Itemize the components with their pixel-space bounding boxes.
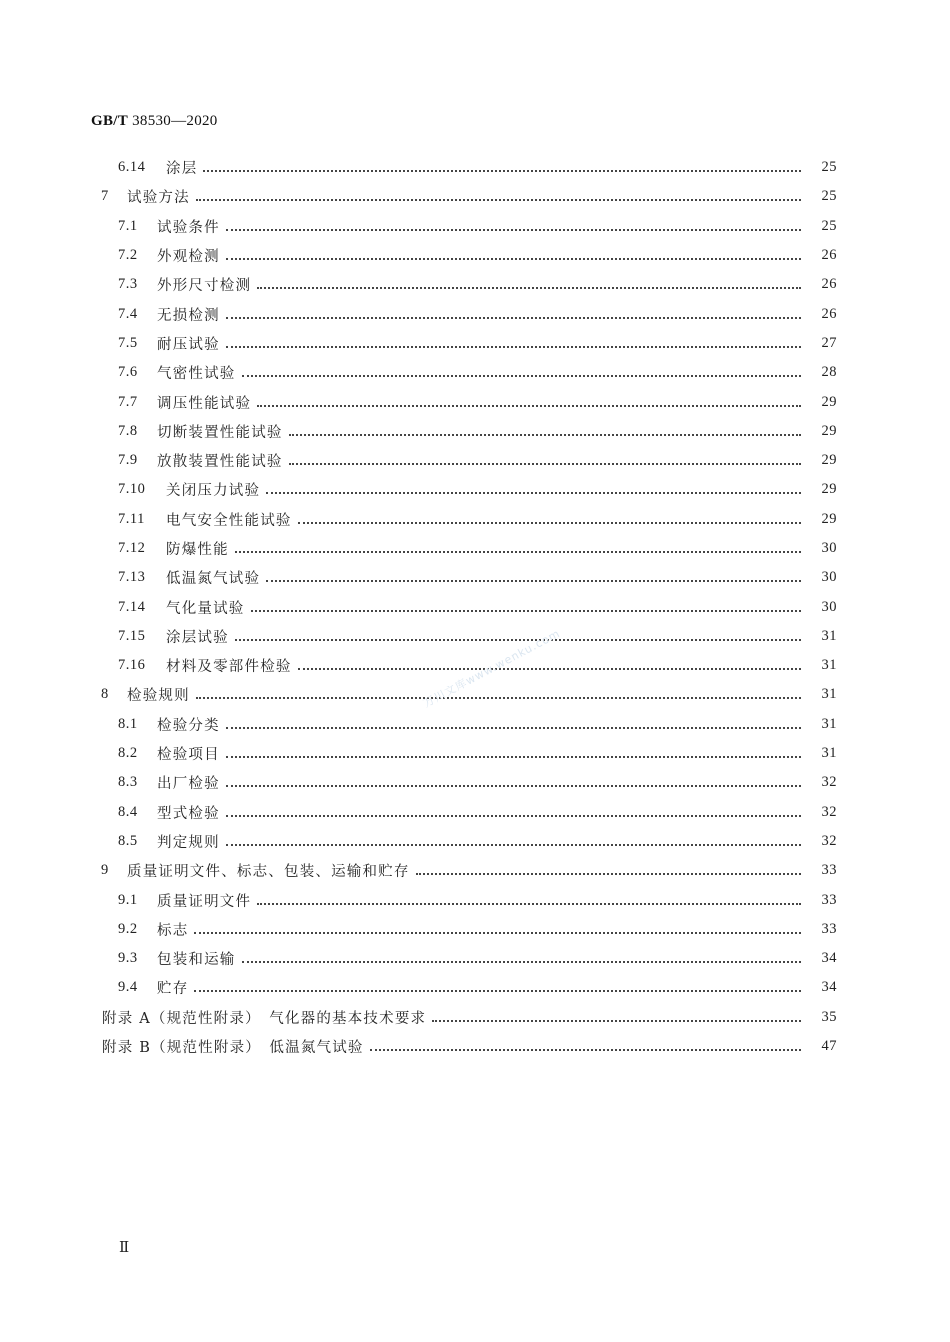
toc-entry-number: 7.2: [118, 247, 138, 264]
toc-entry-label: [118, 655, 294, 676]
toc-dot-leader: [266, 579, 801, 582]
toc-entry-number: 7.12: [118, 540, 146, 556]
toc-entry-page: 34: [821, 979, 837, 996]
toc-entry-page: 31: [821, 657, 837, 674]
toc-entry[interactable]: [0, 710, 950, 739]
toc-entry-page: 30: [821, 569, 837, 586]
toc-entry[interactable]: [0, 856, 950, 885]
toc-dot-leader: [226, 316, 801, 319]
toc-entry-label: [118, 831, 222, 852]
toc-entry[interactable]: [0, 446, 950, 475]
toc-entry[interactable]: [0, 768, 950, 797]
standard-code: [91, 113, 218, 130]
toc-entry[interactable]: [0, 329, 950, 358]
toc-entry[interactable]: [0, 827, 950, 856]
toc-entry-page: 31: [821, 715, 837, 732]
toc-entry[interactable]: [0, 153, 950, 182]
toc-entry[interactable]: [0, 534, 950, 563]
toc-dot-leader: [226, 726, 801, 729]
toc-entry-page: 25: [821, 159, 837, 176]
toc-entry[interactable]: [0, 270, 950, 299]
toc-entry-page: 33: [821, 920, 837, 937]
table-of-contents: [0, 153, 950, 1061]
toc-entry-number: 7.14: [118, 598, 146, 615]
toc-entry-number: 7: [101, 188, 109, 205]
toc-entry-number: 7.16: [118, 657, 146, 674]
toc-dot-leader: [251, 609, 802, 612]
toc-entry-label: [118, 362, 238, 383]
toc-dot-leader: [289, 462, 801, 465]
toc-dot-leader: [289, 433, 801, 436]
toc-entry-label: [118, 567, 262, 588]
toc-dot-leader: [266, 491, 801, 494]
toc-entry-page: 29: [821, 510, 837, 527]
toc-entry-title: 气密性试验: [157, 366, 236, 383]
toc-entry-number: 7.4: [118, 305, 138, 322]
toc-entry-label: [101, 186, 192, 207]
toc-entry-title: 包装和运输: [157, 952, 236, 969]
toc-entry-number: 9.2: [118, 920, 138, 937]
toc-entry-number: 8.1: [118, 715, 138, 732]
toc-entry-label: [118, 538, 231, 559]
toc-entry-title: 附录 B（规范性附录） 低温氮气试验: [102, 1040, 364, 1057]
toc-dot-leader: [203, 169, 801, 172]
toc-entry-label: [118, 421, 285, 442]
toc-entry-label: [101, 684, 192, 705]
toc-entry-number: 7.1: [118, 217, 138, 234]
toc-dot-leader: [226, 784, 801, 787]
toc-entry-page: 33: [821, 891, 837, 908]
toc-entry[interactable]: [0, 944, 950, 973]
toc-dot-leader: [235, 550, 801, 553]
toc-entry-title: 出厂检验: [157, 776, 220, 793]
toc-entry[interactable]: [0, 475, 950, 504]
toc-entry[interactable]: [0, 417, 950, 446]
toc-entry-page: 29: [821, 481, 837, 498]
toc-entry-page: 25: [821, 217, 837, 234]
toc-dot-leader: [370, 1048, 801, 1051]
toc-entry-label: [102, 1036, 366, 1057]
toc-dot-leader: [235, 638, 801, 641]
toc-dot-leader: [432, 1019, 801, 1022]
toc-entry-number: 7.6: [118, 364, 138, 381]
toc-entry-number: 7.3: [118, 276, 138, 293]
toc-entry[interactable]: [0, 299, 950, 328]
toc-entry-label: [118, 216, 222, 237]
toc-entry[interactable]: [0, 387, 950, 416]
toc-entry[interactable]: [0, 622, 950, 651]
toc-entry-number: 8.4: [118, 803, 138, 820]
toc-entry-number: 8.5: [118, 832, 138, 849]
toc-entry-number: 7.10: [118, 481, 146, 498]
toc-entry-page: 28: [821, 364, 837, 381]
toc-entry-label: [118, 714, 222, 735]
toc-entry-title: 外观检测: [157, 249, 220, 266]
toc-entry-label: [118, 919, 190, 940]
toc-entry-title: 检验项目: [157, 747, 220, 764]
toc-entry-label: [118, 890, 253, 911]
toc-entry-number: 6.14: [118, 159, 146, 176]
toc-entry-label: [118, 274, 253, 295]
toc-dot-leader: [226, 257, 801, 260]
toc-entry-page: 26: [821, 305, 837, 322]
toc-entry-number: 8: [101, 686, 109, 703]
toc-entry-title: 判定规则: [157, 834, 220, 851]
page-number: Ⅱ: [119, 1240, 130, 1256]
toc-entry-number: 7.5: [118, 334, 138, 351]
toc-dot-leader: [196, 198, 801, 201]
toc-entry[interactable]: [0, 973, 950, 1002]
toc-entry-number: 7.13: [118, 569, 146, 586]
toc-entry-page: 33: [821, 862, 837, 879]
toc-dot-leader: [257, 902, 801, 905]
toc-entry-title: 检验分类: [157, 717, 220, 734]
toc-entry-title: 外形尺寸检测: [157, 278, 252, 295]
toc-entry-title: 附录 A（规范性附录） 气化器的基本技术要求: [102, 1010, 427, 1027]
toc-entry-label: [118, 304, 222, 325]
toc-dot-leader: [226, 345, 801, 348]
toc-entry-title: 放散装置性能试验: [157, 454, 283, 471]
toc-entry-page: 30: [821, 540, 837, 556]
toc-entry-page: 26: [821, 276, 837, 293]
toc-entry[interactable]: [0, 1032, 950, 1061]
toc-entry-page: 31: [821, 745, 837, 762]
toc-entry-page: 30: [821, 598, 837, 615]
toc-dot-leader: [416, 872, 801, 875]
toc-entry-title: 涂层: [166, 161, 198, 178]
toc-entry-label: [118, 743, 222, 764]
toc-entry-number: 7.15: [118, 627, 146, 644]
toc-dot-leader: [226, 843, 801, 846]
toc-entry-title: 切断装置性能试验: [157, 424, 283, 441]
toc-entry[interactable]: [0, 212, 950, 241]
toc-dot-leader: [226, 814, 801, 817]
toc-entry-page: 26: [821, 247, 837, 264]
toc-entry-title: 试验条件: [157, 219, 220, 236]
toc-entry-number: 9: [101, 862, 109, 879]
toc-dot-leader: [257, 404, 801, 407]
toc-entry-title: 关闭压力试验: [166, 483, 261, 500]
toc-entry-number: 7.7: [118, 393, 138, 410]
toc-entry-page: 47: [821, 1038, 837, 1055]
toc-entry-title: 标志: [157, 922, 189, 939]
toc-dot-leader: [194, 931, 801, 934]
toc-dot-leader: [194, 989, 801, 992]
toc-entry-title: 材料及零部件检验: [166, 659, 292, 676]
toc-entry-label: [118, 802, 222, 823]
watermark-text: 万川文库www.wenku.com: [421, 626, 563, 711]
toc-entry-label: [118, 509, 294, 530]
standard-number: 38530—2020: [132, 113, 218, 129]
toc-entry-title: 贮存: [157, 981, 189, 998]
toc-dot-leader: [257, 286, 801, 289]
toc-entry-number: 8.3: [118, 774, 138, 791]
toc-entry-page: 31: [821, 686, 837, 703]
toc-entry-page: 32: [821, 832, 837, 849]
toc-entry-label: [118, 626, 231, 647]
toc-dot-leader: [242, 960, 802, 963]
toc-entry-number: 7.11: [118, 510, 145, 527]
toc-entry-label: [102, 1007, 428, 1028]
standard-prefix: GB/T: [91, 113, 129, 129]
toc-entry-number: 9.1: [118, 891, 138, 908]
toc-entry-label: [118, 157, 199, 178]
toc-entry-title: 型式检验: [157, 805, 220, 822]
toc-entry-title: 调压性能试验: [157, 395, 252, 412]
toc-entry-label: [118, 450, 285, 471]
toc-entry-number: 9.3: [118, 950, 138, 967]
toc-entry[interactable]: [0, 798, 950, 827]
toc-entry[interactable]: [0, 1003, 950, 1032]
toc-entry-title: 电气安全性能试验: [166, 512, 292, 529]
toc-entry-label: [118, 977, 190, 998]
toc-dot-leader: [298, 667, 801, 670]
toc-entry[interactable]: [0, 182, 950, 211]
toc-entry-page: 32: [821, 774, 837, 791]
toc-entry[interactable]: [0, 739, 950, 768]
toc-entry-page: 29: [821, 422, 837, 439]
toc-entry[interactable]: [0, 505, 950, 534]
toc-entry[interactable]: [0, 241, 950, 270]
toc-entry-page: 25: [821, 188, 837, 205]
toc-entry-title: 耐压试验: [157, 336, 220, 353]
toc-entry-title: 无损检测: [157, 307, 220, 324]
toc-entry-number: 7.9: [118, 452, 138, 469]
toc-entry-number: 9.4: [118, 979, 138, 996]
toc-entry-page: 29: [821, 452, 837, 469]
toc-entry-title: 质量证明文件: [157, 893, 252, 910]
toc-entry-label: [118, 948, 238, 969]
toc-dot-leader: [226, 228, 801, 231]
toc-entry[interactable]: [0, 592, 950, 621]
toc-entry-page: 35: [821, 1008, 837, 1025]
toc-entry-title: 检验规则: [127, 688, 190, 705]
toc-entry-label: [118, 772, 222, 793]
toc-entry-title: 防爆性能: [166, 542, 229, 558]
toc-entry-page: 27: [821, 334, 837, 351]
toc-entry-title: 低温氮气试验: [166, 571, 261, 588]
toc-entry-label: [118, 333, 222, 354]
toc-dot-leader: [226, 755, 801, 758]
toc-entry[interactable]: [0, 358, 950, 387]
toc-entry-page: 34: [821, 950, 837, 967]
toc-entry-page: 32: [821, 803, 837, 820]
toc-entry-title: 试验方法: [127, 190, 190, 207]
toc-entry-title: 涂层试验: [166, 629, 229, 646]
toc-dot-leader: [196, 696, 801, 699]
toc-entry-title: 气化量试验: [166, 600, 245, 617]
toc-entry-label: [118, 597, 247, 618]
toc-entry-number: 8.2: [118, 745, 138, 762]
toc-entry-page: 29: [821, 393, 837, 410]
toc-entry-title: 质量证明文件、标志、包装、运输和贮存: [127, 864, 410, 881]
toc-entry-page: 31: [821, 627, 837, 644]
toc-entry[interactable]: [0, 915, 950, 944]
toc-dot-leader: [242, 374, 802, 377]
toc-entry[interactable]: [0, 563, 950, 592]
toc-entry-label: [118, 245, 222, 266]
toc-entry[interactable]: [0, 885, 950, 914]
toc-entry-label: [101, 860, 412, 881]
toc-entry-number: 7.8: [118, 422, 138, 439]
toc-entry-label: [118, 479, 262, 500]
toc-entry-label: [118, 392, 253, 413]
toc-dot-leader: [298, 521, 801, 524]
